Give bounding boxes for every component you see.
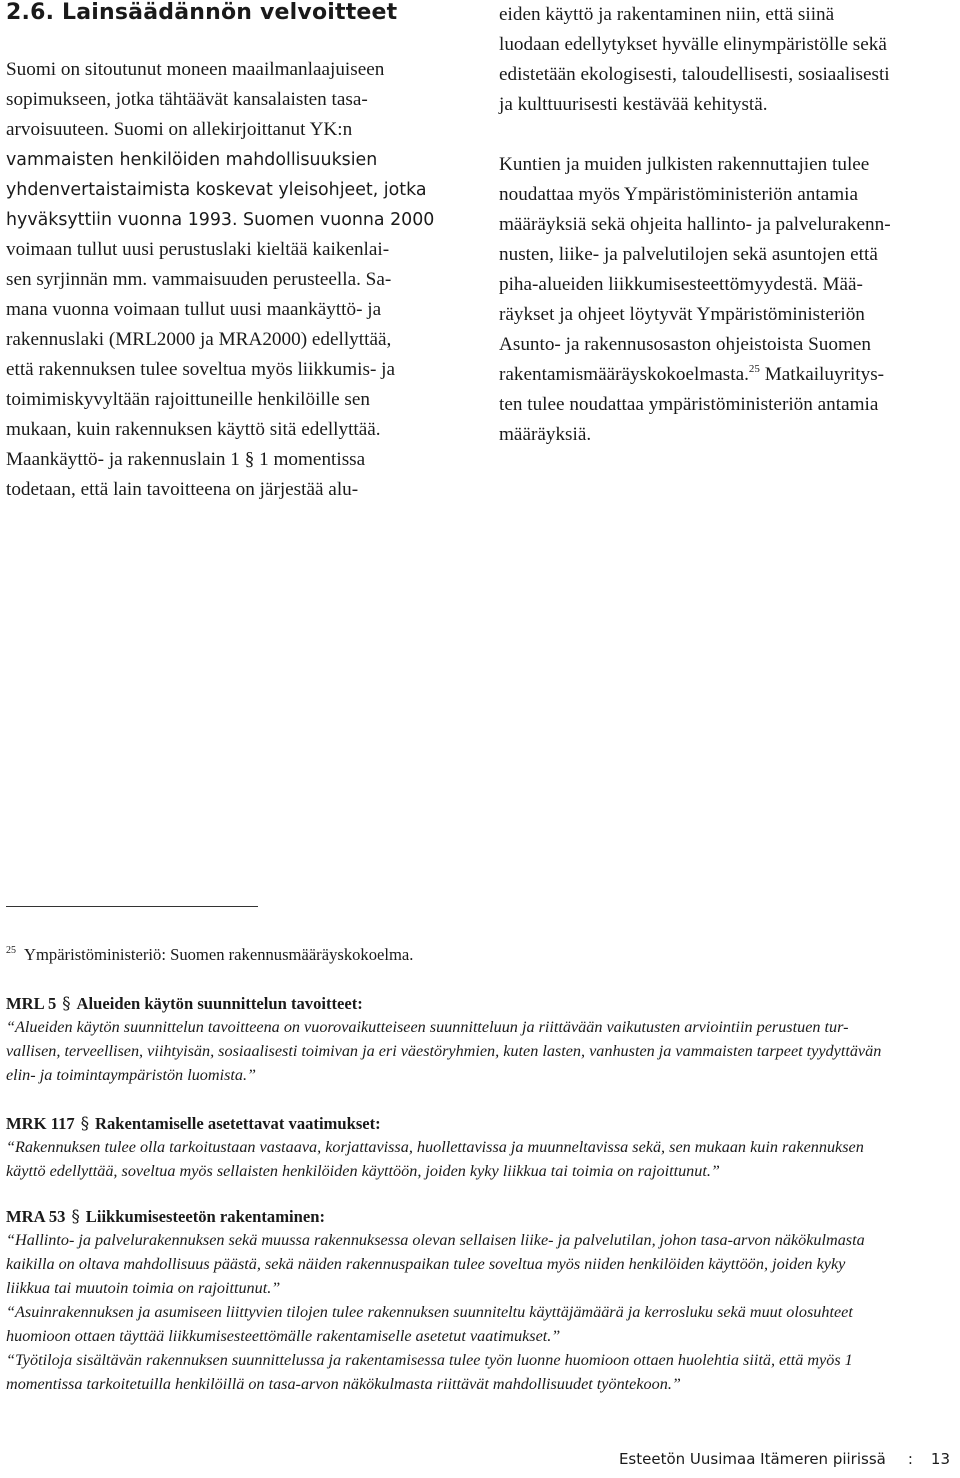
- text-fragment: Matkailuyritys-: [759, 364, 885, 385]
- quote-line: liikkua tai muutoin toimia on rajoittunut.”: [6, 1279, 281, 1297]
- quote-line: “Rakennuksen tulee olla tarkoitustaan vastaava, korjattavissa, huollettavissa ja muunneltavissa sekä, sen mukaan kuin rakennuksen: [6, 1138, 864, 1156]
- quote-line: huomioon ottaen täyttää liikkumisesteettömälle rakentamiselle asetetut vaatimukset.”: [6, 1327, 561, 1345]
- footnote: [6, 944, 413, 966]
- section-symbol: §: [71, 1207, 80, 1226]
- quote-line: “Hallinto- ja palvelurakennuksen sekä muussa rakennuksessa olevan sellaisen liike- ja palvelutilan, johon tasa-arvon näkökulmasta: [6, 1231, 865, 1249]
- text-line: hyväksyttiin vuonna 1993. Suomen vuonna 2000: [6, 210, 435, 230]
- text-line: Asunto- ja rakennusosaston ohjeistoista Suomen: [499, 334, 871, 355]
- text-line: eiden käyttö ja rakentaminen niin, että siinä: [499, 4, 835, 25]
- quote-line: kaikilla on oltava mahdollisuus päästä, sekä näiden rakennuspaikan tulee soveltua myös niiden henkilöiden käyttöön, joiden kyky: [6, 1255, 846, 1273]
- quote-line: “Alueiden käytön suunnittelun tavoitteena on vuorovaikutteiseen suunnitteluun ja riittävään vaikutusten arviointiin perustuen tur-: [6, 1018, 849, 1036]
- section-heading: 2.6. Lainsäädännön velvoitteet: [6, 0, 398, 25]
- quote-line: “Työtiloja sisältävän rakennuksen suunnittelussa ja rakentamisessa tulee työn luonne huomioon ottaen huolehtia siitä, että myös 1: [6, 1351, 853, 1369]
- text-line: määräyksiä.: [499, 424, 592, 445]
- text-line: voimaan tullut uusi perustuslaki kieltää kaikenlai-: [6, 239, 390, 260]
- footer-separator: :: [907, 1450, 913, 1468]
- text-line: [499, 360, 957, 390]
- law-title-text: Rakentamiselle asetettavat vaatimukset:: [94, 1114, 381, 1133]
- footer-title: Esteetön Uusimaa Itämeren piirissä: [618, 1450, 886, 1468]
- text-line: yhdenvertaistaimista koskevat yleisohjeet, jotka: [6, 180, 427, 200]
- law-box-mrk117: [6, 1113, 951, 1183]
- quote-line: vallisen, terveellisen, viihtyisän, sosiaalisesti toimivan ja eri väestöryhmien, kuten lasten, vanhusten ja vammaisten tarpeet tyydyttävän: [6, 1042, 882, 1060]
- footnote-number: 25: [6, 945, 16, 956]
- text-line: mukaan, kuin rakennuksen käyttö sitä edellyttää.: [6, 419, 381, 440]
- page-number: 13: [930, 1450, 950, 1468]
- text-line: sopimukseen, jotka tähtäävät kansalaisten tasa-: [6, 89, 368, 110]
- text-line: piha-alueiden liikkumisesteettömyydestä. Mää-: [499, 274, 863, 295]
- text-line: rakennuslaki (MRL2000 ja MRA2000) edellyttää,: [6, 329, 392, 350]
- text-line: todetaan, että lain tavoitteena on järjestää alu-: [6, 479, 359, 500]
- page-footer: [619, 1450, 950, 1468]
- text-line: mana vuonna voimaan tullut uusi maankäyttö- ja: [6, 299, 382, 320]
- law-title-text: Liikkumisesteetön rakentaminen:: [85, 1207, 325, 1226]
- text-line: räykset ja ohjeet löytyvät Ympäristöministeriön: [499, 304, 865, 325]
- text-line: nusten, liike- ja palvelutilojen sekä asuntojen että: [499, 244, 878, 265]
- section-symbol: §: [62, 994, 71, 1013]
- text-line: edistetään ekologisesti, taloudellisesti, sosiaalisesti: [499, 64, 890, 85]
- text-line: luodaan edellytykset hyvälle elinympäristölle sekä: [499, 34, 887, 55]
- text-line: noudattaa myös Ympäristöministeriön antamia: [499, 184, 858, 205]
- quote-line: “Asuinrakennuksen ja asumiseen liittyvien tilojen tulee rakennuksen suunniteltu käyttäjämäärä ja kerrosluku sekä muut olosuhteet: [6, 1303, 853, 1321]
- law-title: [6, 1113, 951, 1135]
- text-line: että rakennuksen tulee soveltua myös liikkumis- ja: [6, 359, 395, 380]
- right-column: [499, 0, 957, 450]
- law-title: [6, 1206, 951, 1228]
- quote-line: käyttö edellyttää, soveltua myös sellaisten henkilöiden käyttöön, joiden kyky liikkua tai toimia on rajoittunut.”: [6, 1162, 720, 1180]
- text-line: Maankäyttö- ja rakennuslain 1 § 1 momentissa: [6, 449, 366, 470]
- footnote-text: Ympäristöministeriö: Suomen rakennusmääräyskokoelma.: [24, 945, 414, 964]
- law-title-text: Alueiden käytön suunnittelun tavoitteet:: [76, 994, 363, 1013]
- text-line: toimimiskyvyltään rajoittuneille henkilöille sen: [6, 389, 370, 410]
- text-line: määräyksiä sekä ohjeita hallinto- ja palvelurakenn-: [499, 214, 891, 235]
- footnote-reference[interactable]: 25: [748, 363, 760, 375]
- text-fragment: rakentamismääräyskokoelmasta.: [499, 364, 749, 385]
- text-line: ten tulee noudattaa ympäristöministeriön antamia: [499, 394, 879, 415]
- text-line: ja kulttuurisesti kestävää kehitystä.: [499, 94, 768, 115]
- section-symbol: §: [80, 1114, 89, 1133]
- quote-line: elin- ja toimintaympäristön luomista.”: [6, 1066, 257, 1084]
- footnote-divider: [6, 906, 258, 907]
- law-title: [6, 993, 951, 1015]
- law-box-mra53: [6, 1206, 951, 1396]
- quote-line: momentissa tarkoitetuilla henkilöillä on tasa-arvon näkökulmasta riittävät mahdollisuudet työntekoon.”: [6, 1375, 681, 1393]
- text-line: vammaisten henkilöiden mahdollisuuksien: [6, 150, 378, 170]
- text-line: sen syrjinnän mm. vammaisuuden perusteella. Sa-: [6, 269, 392, 290]
- law-code: MRK 117: [6, 1114, 75, 1133]
- text-line: arvoisuuteen. Suomi on allekirjoittanut YK:n: [6, 119, 353, 140]
- law-code: MRL 5: [6, 994, 57, 1013]
- left-column: [6, 55, 464, 505]
- law-box-mrl5: [6, 993, 951, 1087]
- law-code: MRA 53: [6, 1207, 66, 1226]
- text-line: Suomi on sitoutunut moneen maailmanlaajuiseen: [6, 59, 385, 80]
- text-line: Kuntien ja muiden julkisten rakennuttajien tulee: [499, 154, 870, 175]
